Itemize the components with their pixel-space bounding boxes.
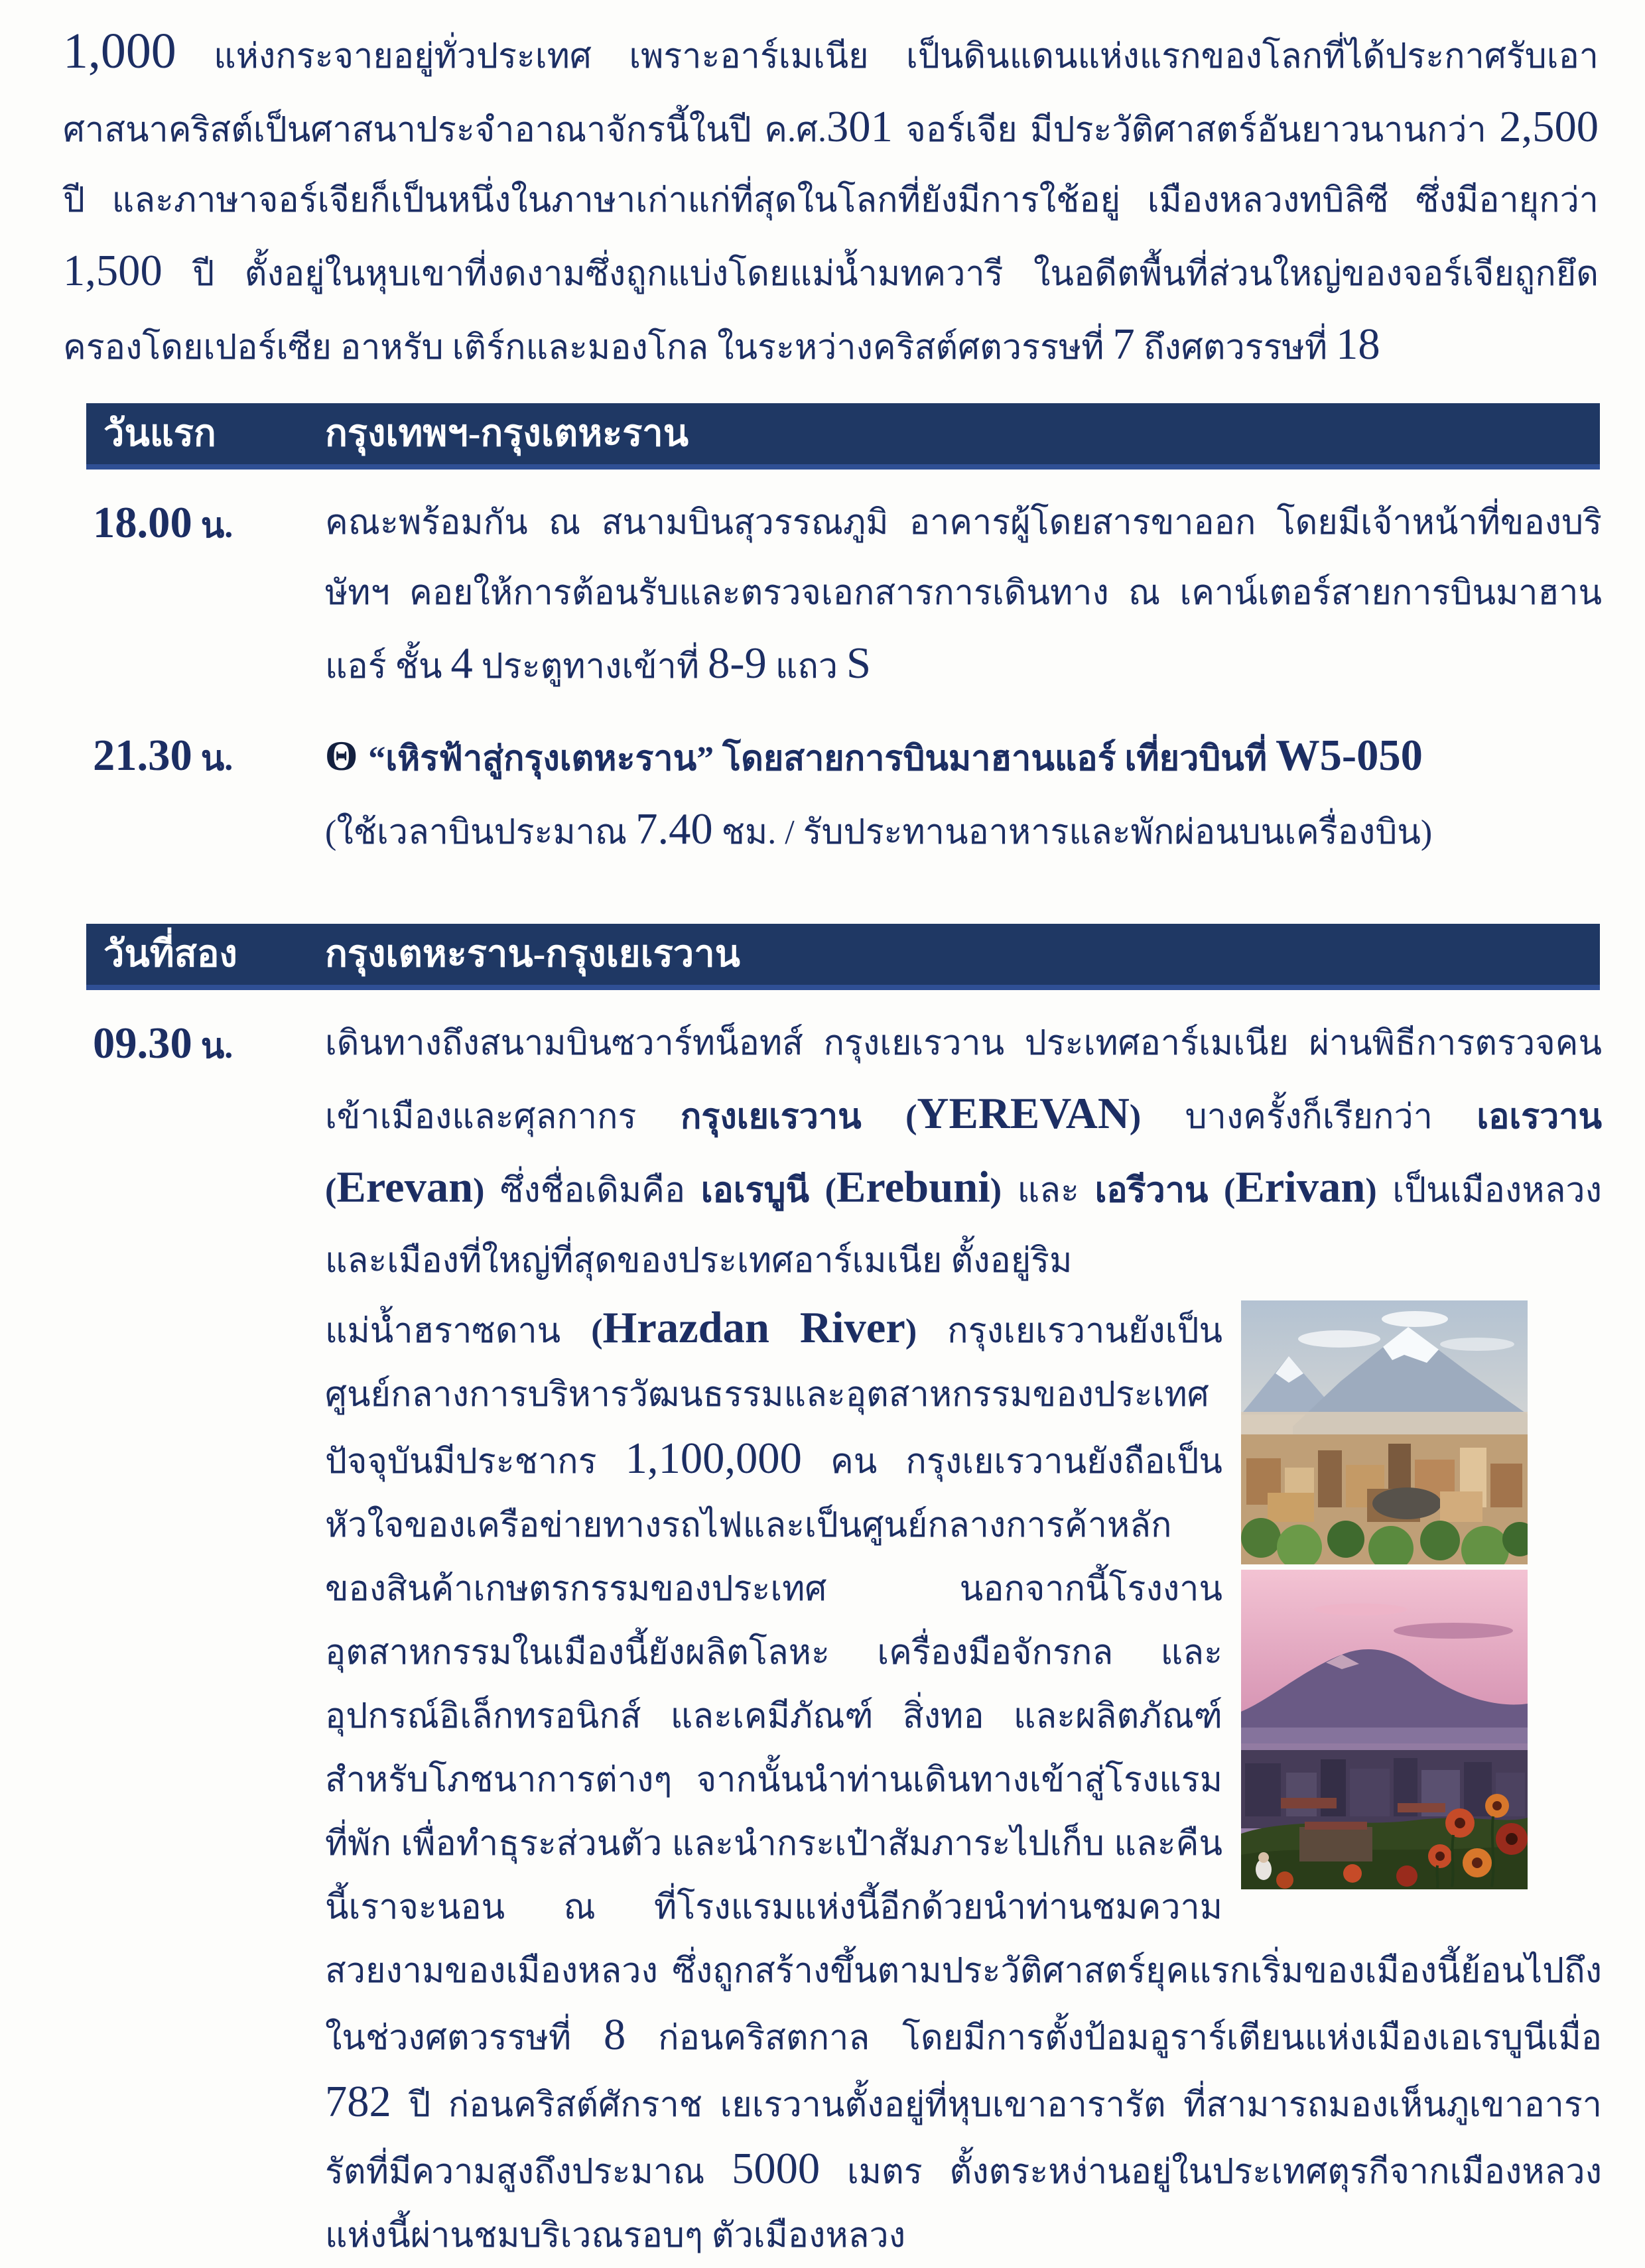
time-2130: 21.30 น. bbox=[93, 731, 233, 780]
day1-section bbox=[0, 403, 1645, 868]
day2-section bbox=[0, 924, 1645, 2268]
row-content-2130: Θ “เหิรฟ้าสู่กรุงเตหะราน” โดยสายการบินมาฮานแอร์ เที่ยวบินที่ W5-050 (ใช้เวลาบินประมาณ 7.40 ชม. / รับประทานอาหารและพักผ่อนบนเครื่องบิน) bbox=[325, 731, 1433, 853]
time-0930: 09.30 น. bbox=[93, 1019, 233, 1068]
itinerary-row-2130 bbox=[93, 721, 1602, 868]
day1-header-bar bbox=[86, 403, 1600, 470]
yerevan-dusk-flowers-photo bbox=[1241, 1570, 1528, 1889]
yerevan-paragraph-part1: เดินทางถึงสนามบินซวาร์ทน็อทส์ กรุงเยเรวาน ประเทศอาร์เมเนีย ผ่านพิธีการตรวจคนเข้าเมืองและศุลกากร กรุงเยเรวาน (YEREVAN) บางครั้งก็เรียกว่า เอเรวาน (Erevan) ซึ่งชื่อเดิมคือ เอเรบูนี (Erebuni) และ เอรีวาน (Erivan) เป็นเมืองหลวงและเมืองที่ใหญ่ที่สุดของประเทศอาร์เมเนีย ตั้งอยู่ริม bbox=[325, 1025, 1603, 1280]
time-1800: 18.00 น. bbox=[93, 499, 233, 547]
yerevan-paragraph-part2-wrap bbox=[325, 1296, 1602, 2268]
day2-header-bar bbox=[86, 924, 1600, 990]
itinerary-row-1800 bbox=[93, 488, 1602, 702]
day1-label: วันแรก bbox=[103, 413, 216, 454]
yerevan-city-ararat-photo bbox=[1241, 1300, 1528, 1564]
yerevan-paragraph-part2: แม่น้ำฮราซดาน (Hrazdan River) กรุงเยเรวานยังเป็นศูนย์กลางการบริหารวัฒนธรรมและอุตสาหกรรมของประเทศ ปัจจุบันมีประชากร 1,100,000 คน กรุงเยเรวานยังถือเป็นหัวใจของเครือข่ายทางรถไฟและเป็นศูนย์กลางการค้าหลักของสินค้าเกษตรกรรมของประเทศ นอกจากนี้โรงงานอุตสาหกรรมในเมืองนี้ยังผลิตโลหะ เครื่องมือจักรกล และอุปกรณ์อิเล็กทรอนิกส์ และเคมีภัณฑ์ สิ่งทอ และผลิตภัณฑ์สำหรับโภชนาการต่างๆ จากนั้นนำท่านเดินทางเข้าสู่โรงแรมที่พัก เพื่อทำธุระส่วนตัว และนำกระเป๋าสัมภาระไปเก็บ และคืนนี้เราจะนอน ณ ที่โรงแรมแห่งนี้อีกด้วยนำท่านชมความสวยงามของเมืองหลวง ซึ่งถูกสร้างขึ้นตามประวัติศาสตร์ยุคแรกเริ่มของเมืองนี้ย้อนไปถึงในช่วงศตวรรษที่ 8 ก่อนคริสตกาล โดยมีการตั้งป้อมอูราร์เตียนแห่งเมืองเอเรบูนีเมื่อ 782 ปี ก่อนคริสต์ศักราช เยเรวานตั้งอยู่ที่หุบเขาอารารัต ที่สามารถมองเห็นภูเขาอารารัตที่มีความสูงถึงประมาณ 5000 เมตร ตั้งตระหง่านอยู่ในประเทศตุรกีจากเมืองหลวงแห่งนี้ผ่านชมบริเวณรอบๆ ตัวเมืองหลวง bbox=[325, 1304, 1602, 2255]
intro-paragraph: 1,000 แห่งกระจายอยู่ทั่วประเทศ เพราะอาร์เมเนีย เป็นดินแดนแห่งแรกของโลกที่ได้ประกาศรับเอาศาสนาคริสต์เป็นศาสนาประจำอาณาจักรนี้ในปี ค.ศ.301 จอร์เจีย มีประวัติศาสตร์อันยาวนานกว่า 2,500 ปี และภาษาจอร์เจียก็เป็นหนึ่งในภาษาเก่าแก่ที่สุดในโลกที่ยังมีการใช้อยู่ เมืองหลวงทบิลิซี ซึ่งมีอายุกว่า 1,500 ปี ตั้งอยู่ในหุบเขาที่งดงามซึ่งถูกแบ่งโดยแม่น้ำมทควารี ในอดีตพื้นที่ส่วนใหญ่ของจอร์เจียถูกยึดครองโดยเปอร์เซีย อาหรับ เติร์กและมองโกล ในระหว่างคริสต์ศตวรรษที่ 7 ถึงศตวรรษที่ 18 bbox=[63, 23, 1599, 369]
photo-column bbox=[1241, 1300, 1528, 1895]
row-content-0930 bbox=[325, 1009, 1602, 2268]
day2-label: วันที่สอง bbox=[103, 934, 237, 975]
row-content-1800: คณะพร้อมกัน ณ สนามบินสุวรรณภูมิ อาคารผู้โดยสารขาออก โดยมีเจ้าหน้าที่ของบริษัทฯ คอยให้การต้อนรับและตรวจเอกสารการเดินทาง ณ เคาน์เตอร์สายการบินมาฮานแอร์ ชั้น 4 ประตูทางเข้าที่ 8-9 แถว S bbox=[325, 504, 1602, 688]
day2-route: กรุงเตหะราน-กรุงเยเรวาน bbox=[325, 934, 740, 975]
airplane-icon: Θ bbox=[325, 732, 369, 779]
day1-route: กรุงเทพฯ-กรุงเตหะราน bbox=[325, 413, 689, 454]
itinerary-row-0930 bbox=[93, 1009, 1602, 2268]
